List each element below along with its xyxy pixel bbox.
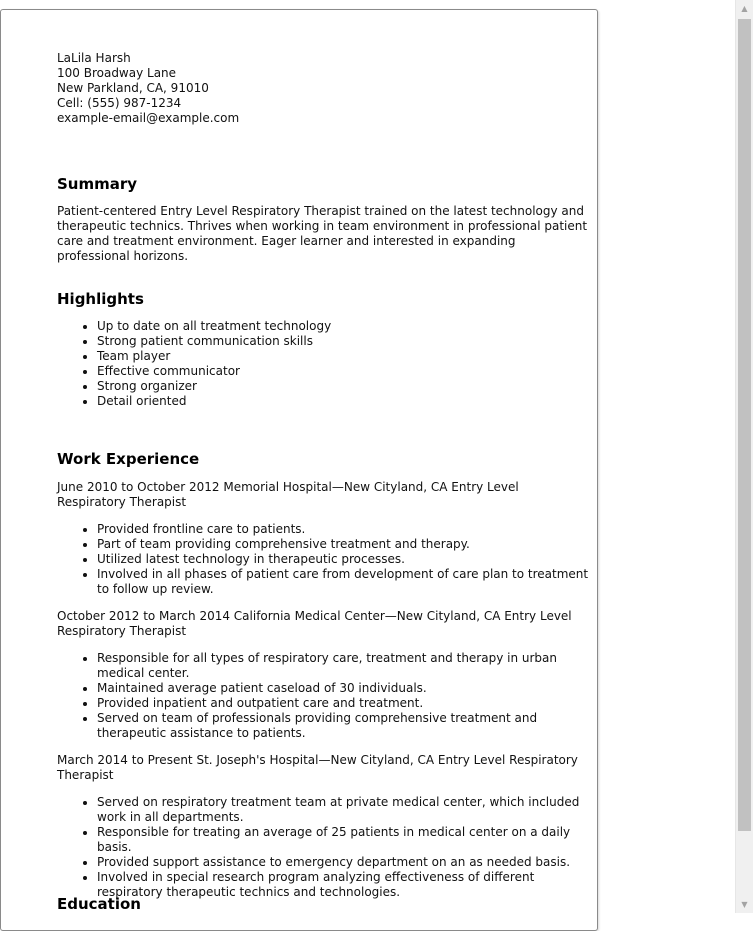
highlight-item: • Team player	[97, 349, 591, 364]
contact-email: example-email@example.com	[57, 111, 240, 125]
job-bullet: • Provided frontline care to patients.	[97, 522, 591, 537]
highlight-item: • Detail oriented	[97, 394, 591, 409]
highlight-item: • Strong patient communication skills	[97, 334, 591, 349]
work-experience-section	[57, 450, 591, 900]
job-bullet: • Maintained average patient caseload of 30 individuals.	[97, 681, 591, 696]
contact-block	[57, 51, 591, 126]
highlight-item: • Effective communicator	[97, 364, 591, 379]
work-heading: Work Experience	[57, 450, 200, 468]
job-header: June 2010 to October 2012 Memorial Hospital—New Cityland, CA Entry Level Respiratory Therapist	[57, 480, 519, 509]
highlights-list	[57, 319, 591, 409]
education-section	[57, 895, 141, 913]
highlight-item: • Up to date on all treatment technology	[97, 319, 591, 334]
job-header: March 2014 to Present St. Joseph's Hospital—New Cityland, CA Entry Level Respiratory Therapist	[57, 753, 578, 782]
contact-street: 100 Broadway Lane	[57, 66, 177, 80]
job-bullet: • Responsible for treating an average of 25 patients in medical center on a daily basis.	[97, 825, 591, 855]
vertical-scrollbar[interactable]	[735, 0, 753, 913]
job-bullet: • Served on respiratory treatment team at private medical center, which included work in all departments.	[97, 795, 591, 825]
contact-cell: Cell: (555) 987-1234	[57, 96, 182, 110]
resume-content	[57, 51, 591, 913]
highlights-section	[57, 290, 591, 409]
job-bullet: • Involved in all phases of patient care from development of care plan to treatment to follow up review.	[97, 567, 591, 597]
job-bullet: • Involved in special research program analyzing effectiveness of different respiratory therapeutic technics and technologies.	[97, 870, 591, 900]
education-heading: Education	[57, 895, 141, 913]
job-bullets	[57, 795, 591, 900]
scrollbar-thumb[interactable]	[738, 19, 751, 831]
highlight-item: • Strong organizer	[97, 379, 591, 394]
highlights-heading: Highlights	[57, 290, 144, 308]
job-header: October 2012 to March 2014 California Medical Center—New Cityland, CA Entry Level Respiratory Therapist	[57, 609, 572, 638]
contact-name: LaLila Harsh	[57, 51, 131, 65]
scroll-up-arrow-icon[interactable]: ▲	[741, 4, 748, 13]
summary-heading: Summary	[57, 175, 138, 193]
job-bullet: • Served on team of professionals providing comprehensive treatment and therapeutic assistance to patients.	[97, 711, 591, 741]
contact-city: New Parkland, CA, 91010	[57, 81, 209, 95]
job-bullet: • Utilized latest technology in therapeutic processes.	[97, 552, 591, 567]
job-bullets	[57, 651, 591, 741]
summary-section	[57, 175, 591, 264]
scroll-down-arrow-icon[interactable]: ▼	[741, 900, 748, 909]
job-bullet: • Provided inpatient and outpatient care and treatment.	[97, 696, 591, 711]
resume-page	[0, 9, 598, 931]
job-bullet: • Responsible for all types of respiratory care, treatment and therapy in urban medical center.	[97, 651, 591, 681]
summary-text: Patient-centered Entry Level Respiratory Therapist trained on the latest technology and therapeutic technics. Thrives when working in team environment in professional patient care and treatment environment. Eager learner and interested in expanding professional horizons.	[57, 204, 588, 263]
job-bullets	[57, 522, 591, 597]
job-bullet: • Provided support assistance to emergency department on an as needed basis.	[97, 855, 591, 870]
job-bullet: • Part of team providing comprehensive treatment and therapy.	[97, 537, 591, 552]
